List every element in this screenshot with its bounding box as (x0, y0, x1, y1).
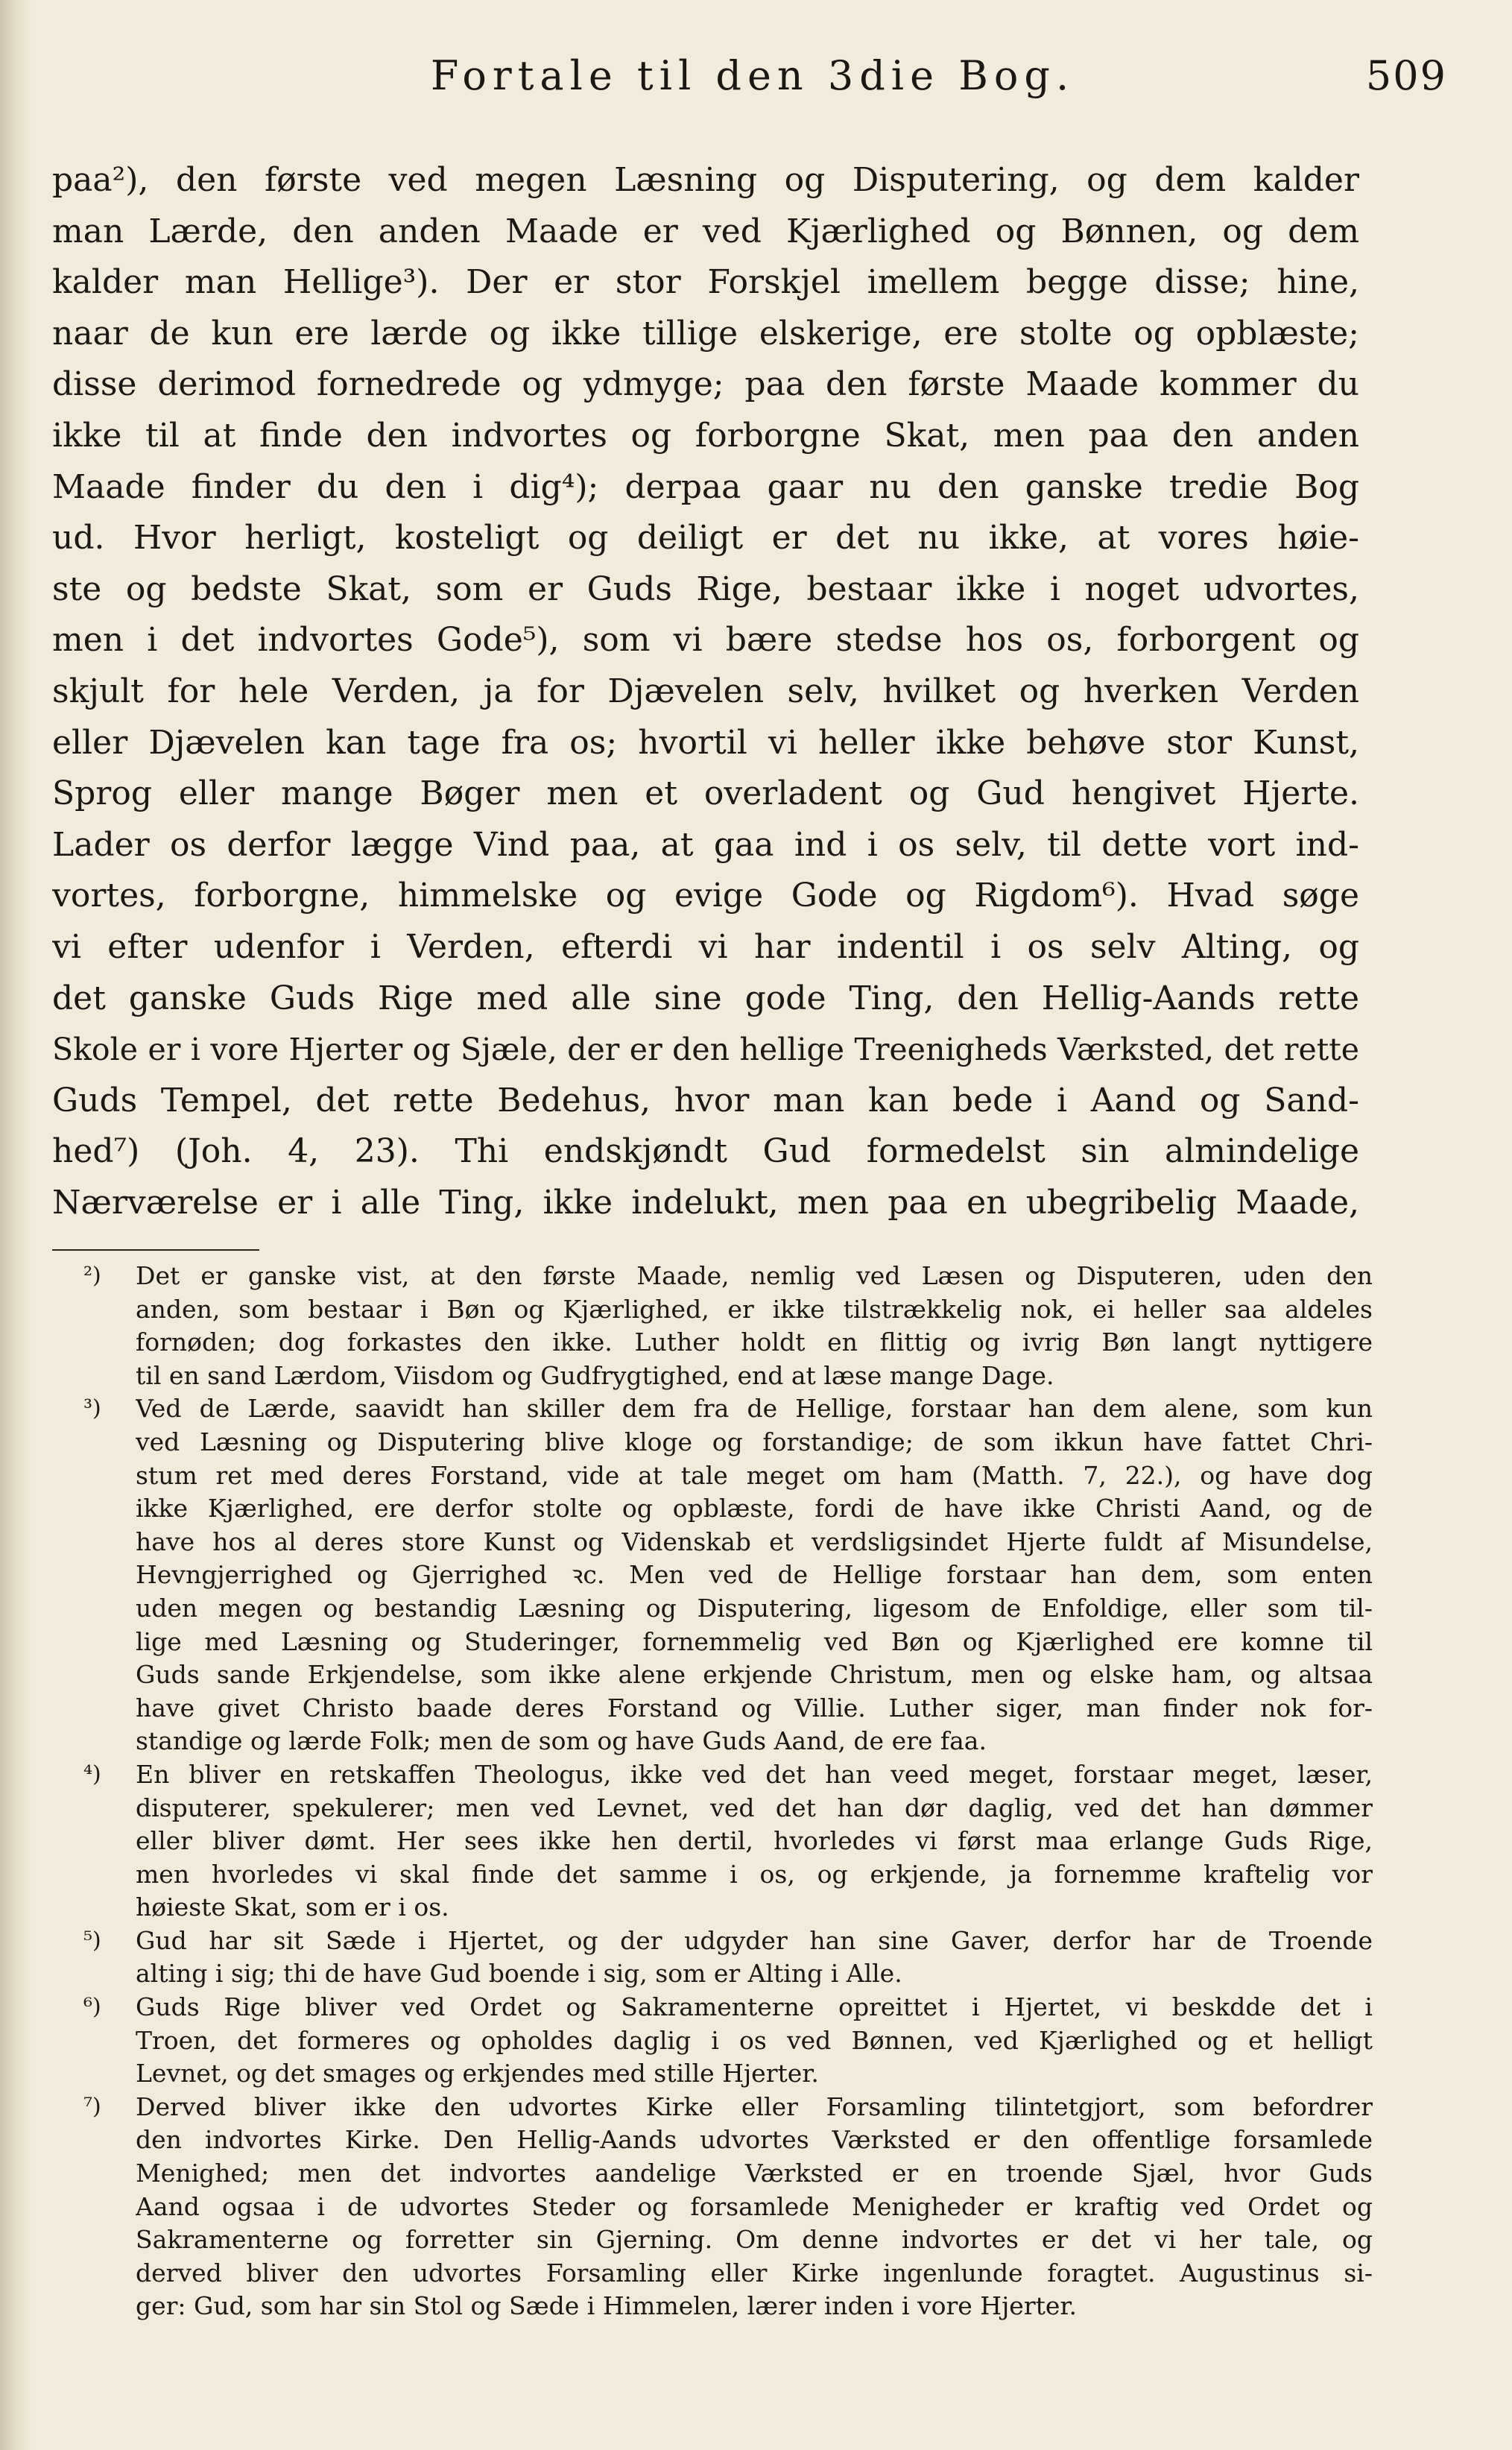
text-line: ikke til at finde den indvortes og forborgne Skat, men paa den anden (52, 416, 1359, 455)
footnote-line: Sakramenterne og forretter sin Gjerning. Om denne indvortes er det vi her tale, og (136, 2225, 1373, 2255)
page-header (52, 52, 1453, 112)
footnote (83, 2091, 1373, 2323)
footnote-mark: ⁴) (83, 1761, 101, 1787)
footnote (83, 1392, 1373, 1758)
main-text (52, 155, 1359, 1228)
footnote-line: høieste Skat, som er i os. (136, 1892, 449, 1922)
footnote-line: Levnet, og det smages og erkjendes med stille Hjerter. (136, 2059, 819, 2089)
footnote-line: Menighed; men det indvortes aandelige Værksted er en troende Sjæl, hvor Guds (136, 2159, 1373, 2188)
footnote-line: anden, som bestaar i Bøn og Kjærlighed, er ikke tilstrækkelig nok, ei heller saa aldeles (136, 1294, 1373, 1324)
footnote-mark: ⁶) (83, 1994, 101, 2021)
text-line: eller Djævelen kan tage fra os; hvortil vi heller ikke behøve stor Kunst, (52, 723, 1359, 762)
footnote-line: uden megen og bestandig Læsning og Disputering, ligesom de Enfoldige, eller som til- (136, 1593, 1373, 1623)
footnote (83, 1758, 1373, 1925)
text-line: det ganske Guds Rige med alle sine gode Ting, den Hellig-Aands rette (52, 979, 1359, 1017)
page-number: 509 (1365, 52, 1447, 99)
binding-shadow (0, 0, 31, 2450)
footnote (83, 1991, 1373, 2091)
text-line: vi efter udenfor i Verden, efterdi vi har indentil i os selv Alting, og (52, 927, 1359, 966)
footnote-line: have givet Christo baade deres Forstand og Villie. Luther siger, man finder nok for- (136, 1693, 1373, 1723)
footnote-line: Derved bliver ikke den udvortes Kirke eller Forsamling tilintetgjort, som befordrer (136, 2091, 1373, 2121)
footnote-line: stum ret med deres Forstand, vide at tale meget om ham (Matth. 7, 22.), og have dog (136, 1460, 1373, 1490)
footnote-line: Ved de Lærde, saavidt han skiller dem fra de Hellige, forstaar han dem alene, som kun (136, 1394, 1373, 1424)
footnote-line: Guds sande Erkjendelse, som ikke alene erkjende Christum, men og elske ham, og altsaa (136, 1660, 1373, 1690)
footnote-line: Det er ganske vist, at den første Maade, nemlig ved Læsen og Disputeren, uden den (136, 1261, 1373, 1290)
footnote-line: fornøden; dog forkastes den ikke. Luther holdt en flittig og ivrig Bøn langt nyttigere (136, 1327, 1373, 1357)
text-line: Maade finder du den i dig⁴); derpaa gaar nu den ganske tredie Bog (52, 467, 1359, 506)
footnotes (83, 1260, 1373, 2363)
text-line: men i det indvortes Gode⁵), som vi bære stedse hos os, forborgent og (52, 621, 1359, 660)
footnote-line: Troen, det formeres og opholdes daglig i os ved Bønnen, ved Kjærlighed og et helligt (136, 2025, 1373, 2055)
footnote-line: have hos al deres store Kunst og Videnskab et verdsligsindet Hjerte fuldt af Misundelse, (136, 1526, 1373, 1556)
footnote-line: En bliver en retskaffen Theologus, ikke ved det han veed meget, forstaar meget, læser, (136, 1759, 1373, 1789)
footnote-line: derved bliver den udvortes Forsamling eller Kirke ingenlunde foragtet. Augustinus si- (136, 2258, 1373, 2288)
text-line: kalder man Hellige³). Der er stor Forskjel imellem begge disse; hine, (52, 263, 1359, 302)
footnote-line: til en sand Lærdom, Viisdom og Gudfrygtighed, end at læse mange Dage. (136, 1360, 1054, 1390)
text-line: hed⁷) (Joh. 4, 23). Thi endskjøndt Gud formedelst sin almindelige (52, 1132, 1359, 1171)
footnote-mark: ⁵) (83, 1927, 101, 1954)
text-line: ud. Hvor herligt, kosteligt og deiligt er det nu ikke, at vores høie- (52, 519, 1359, 558)
running-title: Fortale til den 3die Bog. (430, 52, 1075, 99)
text-line: skjult for hele Verden, ja for Djævelen selv, hvilket og hverken Verden (52, 672, 1359, 710)
footnote-line: ikke Kjærlighed, ere derfor stolte og opblæste, fordi de have ikke Christi Aand, og de (136, 1494, 1373, 1524)
footnote-line: ved Læsning og Disputering blive kloge og forstandige; de som ikkun have fattet Chri- (136, 1427, 1373, 1456)
footnote-line: Aand ogsaa i de udvortes Steder og forsamlede Menigheder er kraftig ved Ordet og (136, 2191, 1373, 2221)
footnote (83, 1925, 1373, 1991)
footnote-line: eller bliver dømt. Her sees ikke hen dertil, hvorledes vi først maa erlange Guds Rige, (136, 1826, 1373, 1856)
footnote-line: men hvorledes vi skal finde det samme i os, og erkjende, ja fornemme kraftelig vor (136, 1859, 1373, 1889)
footnote-line: Guds Rige bliver ved Ordet og Sakramenterne opreittet i Hjertet, vi beskdde det i (136, 1992, 1373, 2022)
footnote (83, 1260, 1373, 1392)
text-line: Lader os derfor lægge Vind paa, at gaa ind i os selv, til dette vort ind- (52, 825, 1359, 864)
text-line: Guds Tempel, det rette Bedehus, hvor man kan bede i Aand og Sand- (52, 1081, 1359, 1120)
footnote-divider (52, 1249, 259, 1251)
footnote-line: den indvortes Kirke. Den Hellig-Aands udvortes Værksted er den offentlige forsamlede (136, 2125, 1373, 2155)
text-line: Skole er i vore Hjerter og Sjæle, der er den hellige Treenigheds Værksted, det rette (52, 1032, 1359, 1068)
text-line: Nærværelse er i alle Ting, ikke indelukt, men paa en ubegribelig Maade, (52, 1183, 1359, 1222)
text-line: Sprog eller mange Bøger men et overladent og Gud hengivet Hjerte. (52, 774, 1359, 813)
footnote-mark: ⁷) (83, 2093, 101, 2120)
footnote-line: alting i sig; thi de have Gud boende i sig, som er Alting i Alle. (136, 1959, 902, 1989)
text-line: paa²), den første ved megen Læsning og Disputering, og dem kalder (52, 161, 1359, 199)
text-line: naar de kun ere lærde og ikke tillige elskerige, ere stolte og opblæste; (52, 314, 1359, 353)
footnote-line: lige med Læsning og Studeringer, fornemmelig ved Bøn og Kjærlighed ere komne til (136, 1626, 1373, 1656)
text-line: vortes, forborgne, himmelske og evige Gode og Rigdom⁶). Hvad søge (52, 877, 1359, 915)
text-line: disse derimod fornedrede og ydmyge; paa den første Maade kommer du (52, 365, 1359, 404)
footnote-line: standige og lærde Folk; men de som og have Guds Aand, de ere faa. (136, 1726, 987, 1756)
text-line: man Lærde, den anden Maade er ved Kjærlighed og Bønnen, og dem (52, 212, 1359, 250)
footnote-line: disputerer, spekulerer; men ved Levnet, ved det han dør daglig, ved det han dømmer (136, 1793, 1373, 1822)
footnote-mark: ³) (83, 1395, 101, 1422)
footnote-mark: ²) (83, 1263, 101, 1289)
text-line: ste og bedste Skat, som er Guds Rige, bestaar ikke i noget udvortes, (52, 569, 1359, 608)
footnote-line: Hevngjerrighed og Gjerrighed ꝛc. Men ved de Hellige forstaar han dem, som enten (136, 1560, 1373, 1590)
footnote-line: ger: Gud, som har sin Stol og Sæde i Himmelen, lærer inden i vore Hjerter. (136, 2291, 1078, 2321)
footnote-line: Gud har sit Sæde i Hjertet, og der udgyder han sine Gaver, derfor har de Troende (136, 1925, 1373, 1955)
